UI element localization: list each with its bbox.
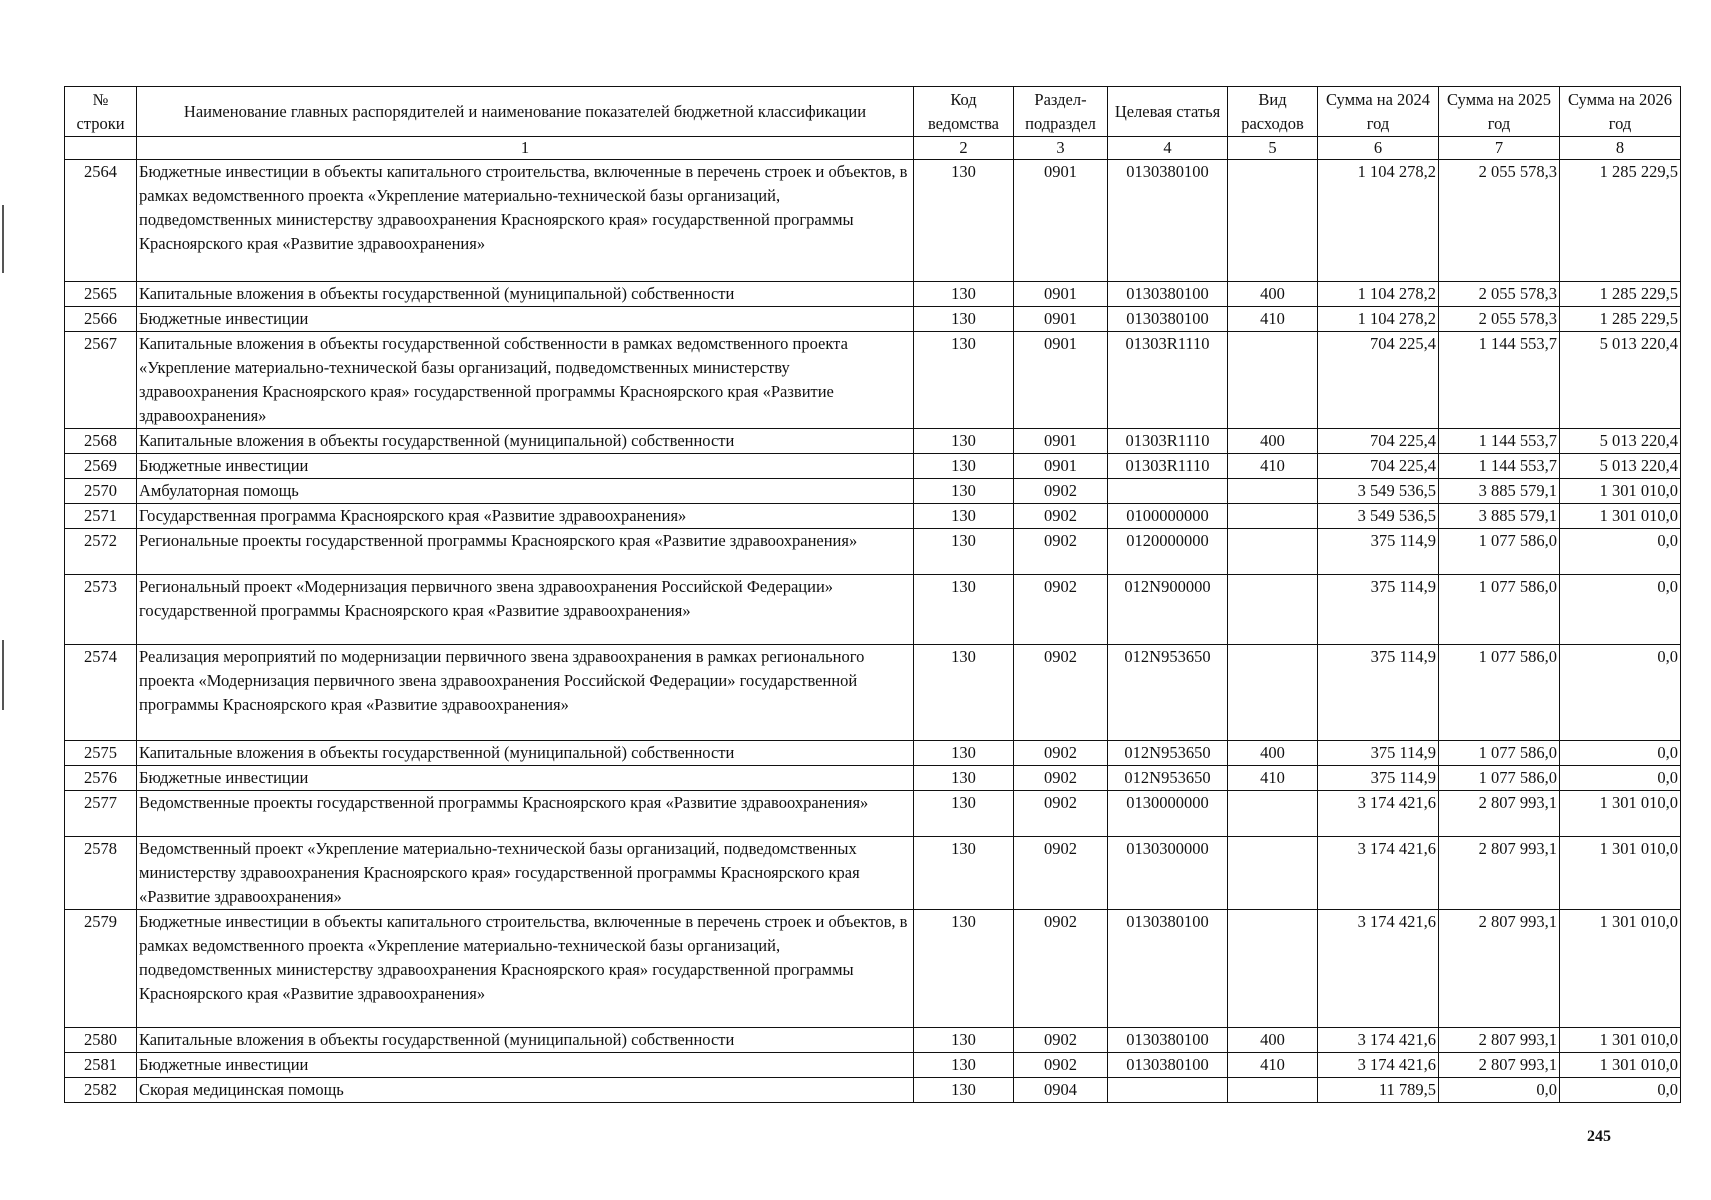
row-number: 2568 — [65, 429, 137, 454]
row-sum-2025: 1 077 586,0 — [1439, 741, 1560, 766]
row-dept-code: 130 — [914, 429, 1014, 454]
row-section: 0902 — [1014, 645, 1108, 741]
row-section: 0902 — [1014, 1028, 1108, 1053]
row-expense-type — [1228, 332, 1318, 429]
header-sum-2025: Сумма на 2025 год — [1439, 87, 1560, 137]
row-sum-2026: 5 013 220,4 — [1560, 332, 1681, 429]
row-sum-2026: 1 285 229,5 — [1560, 282, 1681, 307]
row-target: 01303R1110 — [1108, 454, 1228, 479]
row-target: 0130300000 — [1108, 837, 1228, 910]
row-dept-code: 130 — [914, 1078, 1014, 1103]
row-dept-code: 130 — [914, 1028, 1014, 1053]
row-number: 2569 — [65, 454, 137, 479]
row-number: 2565 — [65, 282, 137, 307]
row-sum-2024: 375 114,9 — [1318, 529, 1439, 575]
table-row — [65, 837, 1681, 910]
row-target: 0130380100 — [1108, 1053, 1228, 1078]
row-target: 01303R1110 — [1108, 429, 1228, 454]
row-dept-code: 130 — [914, 575, 1014, 645]
row-sum-2025: 1 144 553,7 — [1439, 454, 1560, 479]
row-expense-type: 400 — [1228, 741, 1318, 766]
row-sum-2026: 1 301 010,0 — [1560, 1028, 1681, 1053]
column-number: 4 — [1108, 137, 1228, 160]
table-row — [65, 1053, 1681, 1078]
row-number: 2570 — [65, 479, 137, 504]
row-sum-2026: 1 301 010,0 — [1560, 910, 1681, 1028]
row-dept-code: 130 — [914, 766, 1014, 791]
row-sum-2025: 1 077 586,0 — [1439, 766, 1560, 791]
row-sum-2025: 2 807 993,1 — [1439, 910, 1560, 1028]
row-expense-type: 410 — [1228, 307, 1318, 332]
row-section: 0902 — [1014, 1053, 1108, 1078]
row-dept-code: 130 — [914, 1053, 1014, 1078]
row-name: Ведомственные проекты государственной программы Красноярского края «Развитие здравоохранения» — [137, 791, 914, 837]
column-number: 5 — [1228, 137, 1318, 160]
row-dept-code: 130 — [914, 529, 1014, 575]
page-number: 245 — [1587, 1128, 1611, 1145]
table-row — [65, 1028, 1681, 1053]
row-expense-type — [1228, 160, 1318, 282]
row-target: 0130000000 — [1108, 791, 1228, 837]
row-sum-2024: 3 174 421,6 — [1318, 791, 1439, 837]
row-sum-2025: 3 885 579,1 — [1439, 479, 1560, 504]
header-sum-2024: Сумма на 2024 год — [1318, 87, 1439, 137]
row-target: 012N953650 — [1108, 766, 1228, 791]
column-number: 6 — [1318, 137, 1439, 160]
row-section: 0902 — [1014, 791, 1108, 837]
row-name: Капитальные вложения в объекты государственной (муниципальной) собственности — [137, 282, 914, 307]
row-name: Бюджетные инвестиции — [137, 1053, 914, 1078]
row-sum-2025: 2 807 993,1 — [1439, 837, 1560, 910]
header-row — [65, 87, 1681, 137]
row-expense-type — [1228, 1078, 1318, 1103]
row-dept-code: 130 — [914, 307, 1014, 332]
row-expense-type: 410 — [1228, 454, 1318, 479]
row-name: Региональные проекты государственной программы Красноярского края «Развитие здравоохранения» — [137, 529, 914, 575]
table-row — [65, 307, 1681, 332]
row-target: 012N953650 — [1108, 741, 1228, 766]
header-dept-code: Код ведомства — [914, 87, 1014, 137]
header-row-no: № строки — [65, 87, 137, 137]
row-target: 0130380100 — [1108, 1028, 1228, 1053]
row-sum-2025: 2 807 993,1 — [1439, 1053, 1560, 1078]
row-target: 01303R1110 — [1108, 332, 1228, 429]
row-expense-type — [1228, 529, 1318, 575]
row-expense-type: 410 — [1228, 766, 1318, 791]
row-number: 2579 — [65, 910, 137, 1028]
row-target: 0130380100 — [1108, 910, 1228, 1028]
row-section: 0901 — [1014, 332, 1108, 429]
row-target: 0120000000 — [1108, 529, 1228, 575]
header-name: Наименование главных распорядителей и наименование показателей бюджетной классификации — [137, 87, 914, 137]
row-dept-code: 130 — [914, 454, 1014, 479]
row-sum-2024: 3 174 421,6 — [1318, 910, 1439, 1028]
table-row — [65, 429, 1681, 454]
row-section: 0901 — [1014, 454, 1108, 479]
row-dept-code: 130 — [914, 504, 1014, 529]
row-number: 2578 — [65, 837, 137, 910]
row-target: 0130380100 — [1108, 307, 1228, 332]
table-row — [65, 160, 1681, 282]
row-name: Бюджетные инвестиции — [137, 307, 914, 332]
table-row — [65, 282, 1681, 307]
table-row — [65, 529, 1681, 575]
row-sum-2025: 0,0 — [1439, 1078, 1560, 1103]
row-section: 0902 — [1014, 766, 1108, 791]
row-expense-type: 400 — [1228, 1028, 1318, 1053]
row-section: 0902 — [1014, 837, 1108, 910]
row-sum-2024: 3 549 536,5 — [1318, 479, 1439, 504]
row-name: Капитальные вложения в объекты государственной (муниципальной) собственности — [137, 741, 914, 766]
row-sum-2024: 1 104 278,2 — [1318, 282, 1439, 307]
table-row — [65, 504, 1681, 529]
row-sum-2024: 704 225,4 — [1318, 332, 1439, 429]
row-dept-code: 130 — [914, 479, 1014, 504]
row-number: 2564 — [65, 160, 137, 282]
row-section: 0902 — [1014, 529, 1108, 575]
row-expense-type — [1228, 910, 1318, 1028]
table-row — [65, 575, 1681, 645]
row-sum-2026: 1 301 010,0 — [1560, 479, 1681, 504]
row-name: Скорая медицинская помощь — [137, 1078, 914, 1103]
budget-sheet — [64, 86, 1681, 1103]
row-section: 0901 — [1014, 429, 1108, 454]
row-sum-2026: 1 301 010,0 — [1560, 504, 1681, 529]
row-name: Капитальные вложения в объекты государственной собственности в рамках ведомственного проекта «Укрепление материально-технической базы организаций, подведомственных министерству здравоохранения Красноярского края» государственной программы Красноярского края «Развитие здравоохранения» — [137, 332, 914, 429]
column-number-row — [65, 137, 1681, 160]
row-section: 0902 — [1014, 910, 1108, 1028]
row-target: 012N900000 — [1108, 575, 1228, 645]
row-dept-code: 130 — [914, 791, 1014, 837]
row-expense-type — [1228, 575, 1318, 645]
row-number: 2576 — [65, 766, 137, 791]
row-sum-2026: 1 301 010,0 — [1560, 791, 1681, 837]
row-target — [1108, 1078, 1228, 1103]
row-sum-2025: 2 807 993,1 — [1439, 1028, 1560, 1053]
row-sum-2024: 3 549 536,5 — [1318, 504, 1439, 529]
row-name: Капитальные вложения в объекты государственной (муниципальной) собственности — [137, 1028, 914, 1053]
row-target: 0100000000 — [1108, 504, 1228, 529]
header-section: Раздел-подраздел — [1014, 87, 1108, 137]
column-number: 7 — [1439, 137, 1560, 160]
header-sum-2026: Сумма на 2026 год — [1560, 87, 1681, 137]
scan-artifact — [2, 205, 4, 273]
row-number: 2566 — [65, 307, 137, 332]
row-target: 0130380100 — [1108, 282, 1228, 307]
header-expense-type: Вид расходов — [1228, 87, 1318, 137]
row-sum-2025: 1 077 586,0 — [1439, 645, 1560, 741]
table-row — [65, 1078, 1681, 1103]
row-sum-2024: 3 174 421,6 — [1318, 837, 1439, 910]
row-sum-2024: 375 114,9 — [1318, 766, 1439, 791]
column-number — [65, 137, 137, 160]
table-body — [65, 160, 1681, 1103]
budget-table — [64, 86, 1681, 1103]
row-sum-2026: 1 285 229,5 — [1560, 307, 1681, 332]
row-sum-2024: 704 225,4 — [1318, 429, 1439, 454]
row-name: Бюджетные инвестиции в объекты капитального строительства, включенные в перечень строек и объектов, в рамках ведомственного проекта «Укрепление материально-технической базы организаций, подведомственных министерству здравоохранения Красноярского края» государственной программы Красноярского края «Развитие здравоохранения» — [137, 910, 914, 1028]
row-expense-type — [1228, 479, 1318, 504]
row-sum-2025: 1 077 586,0 — [1439, 529, 1560, 575]
row-dept-code: 130 — [914, 741, 1014, 766]
row-name: Капитальные вложения в объекты государственной (муниципальной) собственности — [137, 429, 914, 454]
row-sum-2025: 1 144 553,7 — [1439, 332, 1560, 429]
row-name: Амбулаторная помощь — [137, 479, 914, 504]
column-number: 2 — [914, 137, 1014, 160]
row-sum-2026: 0,0 — [1560, 529, 1681, 575]
row-dept-code: 130 — [914, 282, 1014, 307]
row-name: Бюджетные инвестиции — [137, 766, 914, 791]
row-section: 0901 — [1014, 282, 1108, 307]
row-sum-2024: 704 225,4 — [1318, 454, 1439, 479]
column-number: 3 — [1014, 137, 1108, 160]
row-section: 0901 — [1014, 160, 1108, 282]
row-name: Реализация мероприятий по модернизации первичного звена здравоохранения в рамках регионального проекта «Модернизация первичного звена здравоохранения Российской Федерации» государственной программы Красноярского края «Развитие здравоохранения» — [137, 645, 914, 741]
row-sum-2026: 1 301 010,0 — [1560, 1053, 1681, 1078]
row-name: Бюджетные инвестиции в объекты капитального строительства, включенные в перечень строек и объектов, в рамках ведомственного проекта «Укрепление материально-технической базы организаций, подведомственных министерству здравоохранения Красноярского края» государственной программы Красноярского края «Развитие здравоохранения» — [137, 160, 914, 282]
row-name: Бюджетные инвестиции — [137, 454, 914, 479]
row-dept-code: 130 — [914, 332, 1014, 429]
row-expense-type: 410 — [1228, 1053, 1318, 1078]
row-dept-code: 130 — [914, 837, 1014, 910]
row-section: 0902 — [1014, 479, 1108, 504]
header-target: Целевая статья — [1108, 87, 1228, 137]
row-sum-2026: 1 285 229,5 — [1560, 160, 1681, 282]
row-target: 012N953650 — [1108, 645, 1228, 741]
row-sum-2026: 0,0 — [1560, 575, 1681, 645]
row-sum-2025: 1 144 553,7 — [1439, 429, 1560, 454]
row-target: 0130380100 — [1108, 160, 1228, 282]
table-row — [65, 454, 1681, 479]
table-row — [65, 479, 1681, 504]
row-sum-2024: 375 114,9 — [1318, 741, 1439, 766]
table-row — [65, 645, 1681, 741]
row-sum-2025: 2 055 578,3 — [1439, 160, 1560, 282]
row-sum-2026: 1 301 010,0 — [1560, 837, 1681, 910]
row-expense-type — [1228, 837, 1318, 910]
table-row — [65, 332, 1681, 429]
row-sum-2026: 0,0 — [1560, 766, 1681, 791]
row-number: 2571 — [65, 504, 137, 529]
row-number: 2577 — [65, 791, 137, 837]
row-section: 0904 — [1014, 1078, 1108, 1103]
table-row — [65, 791, 1681, 837]
row-sum-2024: 375 114,9 — [1318, 575, 1439, 645]
row-section: 0902 — [1014, 504, 1108, 529]
row-sum-2026: 5 013 220,4 — [1560, 454, 1681, 479]
row-section: 0902 — [1014, 741, 1108, 766]
row-expense-type — [1228, 645, 1318, 741]
row-sum-2024: 11 789,5 — [1318, 1078, 1439, 1103]
row-number: 2573 — [65, 575, 137, 645]
row-sum-2026: 0,0 — [1560, 741, 1681, 766]
row-expense-type — [1228, 791, 1318, 837]
row-expense-type: 400 — [1228, 282, 1318, 307]
row-sum-2026: 5 013 220,4 — [1560, 429, 1681, 454]
row-sum-2024: 3 174 421,6 — [1318, 1028, 1439, 1053]
row-number: 2567 — [65, 332, 137, 429]
row-section: 0902 — [1014, 575, 1108, 645]
row-sum-2024: 375 114,9 — [1318, 645, 1439, 741]
row-dept-code: 130 — [914, 645, 1014, 741]
row-sum-2025: 2 055 578,3 — [1439, 307, 1560, 332]
row-number: 2575 — [65, 741, 137, 766]
row-sum-2025: 2 807 993,1 — [1439, 791, 1560, 837]
row-name: Государственная программа Красноярского края «Развитие здравоохранения» — [137, 504, 914, 529]
row-sum-2025: 2 055 578,3 — [1439, 282, 1560, 307]
row-expense-type: 400 — [1228, 429, 1318, 454]
column-number: 1 — [137, 137, 914, 160]
row-expense-type — [1228, 504, 1318, 529]
row-number: 2572 — [65, 529, 137, 575]
row-target — [1108, 479, 1228, 504]
row-dept-code: 130 — [914, 910, 1014, 1028]
column-number: 8 — [1560, 137, 1681, 160]
row-sum-2026: 0,0 — [1560, 645, 1681, 741]
scan-artifact — [2, 640, 4, 710]
row-name: Ведомственный проект «Укрепление материально-технической базы организаций, подведомственных министерству здравоохранения Красноярского края» государственной программы Красноярского края «Развитие здравоохранения» — [137, 837, 914, 910]
table-row — [65, 766, 1681, 791]
row-number: 2581 — [65, 1053, 137, 1078]
row-sum-2024: 3 174 421,6 — [1318, 1053, 1439, 1078]
row-sum-2024: 1 104 278,2 — [1318, 160, 1439, 282]
row-sum-2026: 0,0 — [1560, 1078, 1681, 1103]
row-number: 2582 — [65, 1078, 137, 1103]
row-sum-2024: 1 104 278,2 — [1318, 307, 1439, 332]
row-section: 0901 — [1014, 307, 1108, 332]
table-row — [65, 741, 1681, 766]
row-number: 2580 — [65, 1028, 137, 1053]
row-sum-2025: 1 077 586,0 — [1439, 575, 1560, 645]
row-name: Региональный проект «Модернизация первичного звена здравоохранения Российской Федерации» государственной программы Красноярского края «Развитие здравоохранения» — [137, 575, 914, 645]
row-sum-2025: 3 885 579,1 — [1439, 504, 1560, 529]
row-dept-code: 130 — [914, 160, 1014, 282]
row-number: 2574 — [65, 645, 137, 741]
table-row — [65, 910, 1681, 1028]
